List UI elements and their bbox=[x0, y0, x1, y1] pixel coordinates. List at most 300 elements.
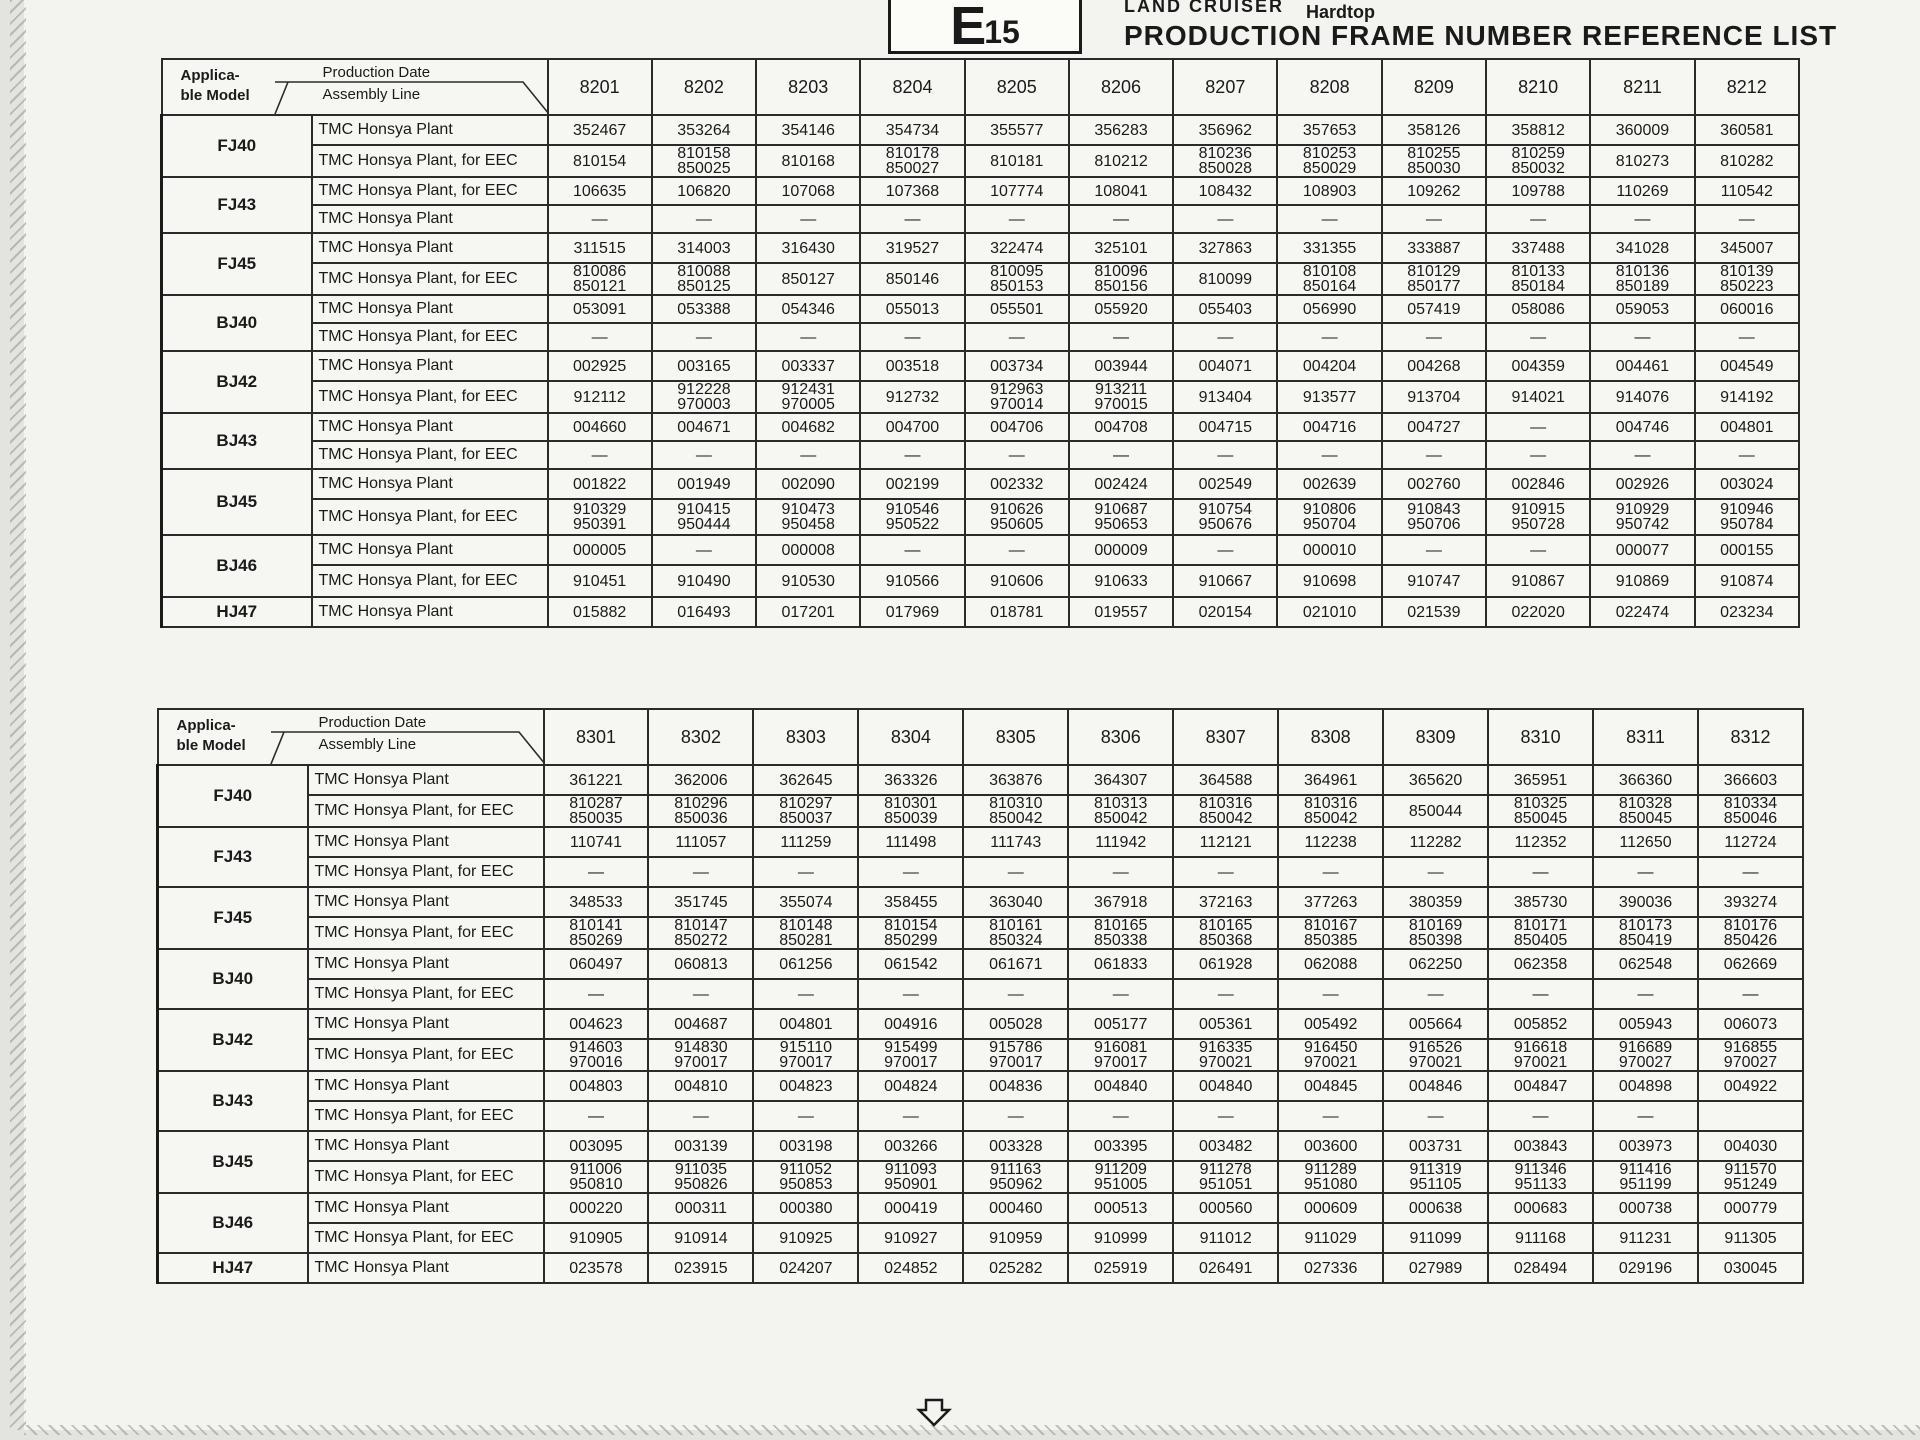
frame-number-cell: 002424 bbox=[1069, 469, 1173, 499]
frame-number-cell: 004836 bbox=[963, 1071, 1068, 1101]
frame-number-cell: 025282 bbox=[963, 1253, 1068, 1283]
month-header: 8211 bbox=[1590, 59, 1694, 115]
frame-number-cell: 003973 bbox=[1593, 1131, 1698, 1161]
model-cell: FJ43 bbox=[162, 177, 312, 233]
header-row bbox=[158, 709, 1804, 765]
frame-number-cell: 003165 bbox=[652, 351, 756, 381]
frame-number-cell: — bbox=[860, 535, 964, 565]
frame-number-cell: 003944 bbox=[1069, 351, 1173, 381]
frame-number-cell: 111942 bbox=[1068, 827, 1173, 857]
frame-number-cell: — bbox=[860, 205, 964, 233]
table-row bbox=[162, 351, 1800, 381]
assembly-line-cell: TMC Honsya Plant, for EEC bbox=[312, 565, 548, 597]
frame-number-cell: — bbox=[1698, 979, 1803, 1009]
frame-number-cell: 004801 bbox=[1695, 413, 1799, 441]
frame-number-cell: 361221 bbox=[544, 765, 649, 795]
table-row bbox=[162, 597, 1800, 627]
model-cell: BJ46 bbox=[162, 535, 312, 597]
frame-number-cell: 059053 bbox=[1590, 295, 1694, 323]
frame-number-cell: 364588 bbox=[1173, 765, 1278, 795]
model-cell: BJ43 bbox=[162, 413, 312, 469]
frame-number-cell: — bbox=[963, 857, 1068, 887]
frame-number-cell: 355074 bbox=[753, 887, 858, 917]
assembly-line-cell: TMC Honsya Plant bbox=[312, 351, 548, 381]
frame-number-cell: 005664 bbox=[1383, 1009, 1488, 1039]
frame-number-cell: 005028 bbox=[963, 1009, 1068, 1039]
frame-number-cell: 367918 bbox=[1068, 887, 1173, 917]
frame-number-cell: 003600 bbox=[1278, 1131, 1383, 1161]
frame-number-cell: — bbox=[1278, 857, 1383, 887]
frame-number-cell: — bbox=[1278, 979, 1383, 1009]
frame-number-cell: 810154 bbox=[548, 145, 652, 177]
frame-number-cell: 911305 bbox=[1698, 1223, 1803, 1253]
applicable-model-label-2: ble Model bbox=[180, 87, 250, 104]
frame-number-cell: 061256 bbox=[753, 949, 858, 979]
corner-header bbox=[162, 59, 548, 115]
frame-number-cell: 916335 970021 bbox=[1173, 1039, 1278, 1071]
frame-number-cell: 000311 bbox=[648, 1193, 753, 1223]
frame-number-cell: 358126 bbox=[1382, 115, 1486, 145]
frame-number-cell: 385730 bbox=[1488, 887, 1593, 917]
month-header: 8208 bbox=[1277, 59, 1381, 115]
frame-number-cell: 915786 970017 bbox=[963, 1039, 1068, 1071]
frame-number-cell: 019557 bbox=[1069, 597, 1173, 627]
frame-number-cell: 345007 bbox=[1695, 233, 1799, 263]
frame-number-cell: 000008 bbox=[756, 535, 860, 565]
frame-number-cell: 002639 bbox=[1277, 469, 1381, 499]
frame-number-cell: 916526 970021 bbox=[1383, 1039, 1488, 1071]
frame-number-cell: 910606 bbox=[965, 565, 1069, 597]
frame-number-cell: 316430 bbox=[756, 233, 860, 263]
month-header: 8205 bbox=[965, 59, 1069, 115]
table-row bbox=[158, 1071, 1804, 1101]
frame-number-cell: 018781 bbox=[965, 597, 1069, 627]
frame-number-cell: 062358 bbox=[1488, 949, 1593, 979]
frame-number-cell: 910925 bbox=[753, 1223, 858, 1253]
assembly-line-cell: TMC Honsya Plant bbox=[312, 535, 548, 565]
frame-number-cell: 910874 bbox=[1695, 565, 1799, 597]
assembly-line-cell: TMC Honsya Plant bbox=[312, 413, 548, 441]
month-header: 8304 bbox=[858, 709, 963, 765]
frame-number-cell: 810316 850042 bbox=[1173, 795, 1278, 827]
frame-number-cell: 810287 850035 bbox=[544, 795, 649, 827]
frame-number-cell: 325101 bbox=[1069, 233, 1173, 263]
frame-number-cell: 319527 bbox=[860, 233, 964, 263]
frame-number-cell: 000419 bbox=[858, 1193, 963, 1223]
frame-number-cell: 911570 951249 bbox=[1698, 1161, 1803, 1193]
frame-number-cell: 913404 bbox=[1173, 381, 1277, 413]
frame-number-cell: 810297 850037 bbox=[753, 795, 858, 827]
assembly-line-cell: TMC Honsya Plant bbox=[312, 115, 548, 145]
month-header: 8309 bbox=[1383, 709, 1488, 765]
frame-number-cell: — bbox=[965, 205, 1069, 233]
assembly-line-cell: TMC Honsya Plant, for EEC bbox=[312, 441, 548, 469]
frame-number-cell: 910927 bbox=[858, 1223, 963, 1253]
frame-number-cell: 810301 850039 bbox=[858, 795, 963, 827]
frame-number-cell: — bbox=[1173, 441, 1277, 469]
frame-number-cell: 810129 850177 bbox=[1382, 263, 1486, 295]
frame-number-cell: — bbox=[1068, 1101, 1173, 1131]
frame-number-cell: — bbox=[1173, 1101, 1278, 1131]
frame-number-cell: 015882 bbox=[548, 597, 652, 627]
frame-number-cell: 916450 970021 bbox=[1278, 1039, 1383, 1071]
frame-number-cell: 021010 bbox=[1277, 597, 1381, 627]
model-cell: BJ40 bbox=[162, 295, 312, 351]
frame-number-cell: 000155 bbox=[1695, 535, 1799, 565]
frame-number-cell: 111259 bbox=[753, 827, 858, 857]
frame-number-cell: 020154 bbox=[1173, 597, 1277, 627]
frame-number-cell: — bbox=[1590, 441, 1694, 469]
frame-number-cell: 004727 bbox=[1382, 413, 1486, 441]
frame-number-cell: 108903 bbox=[1277, 177, 1381, 205]
frame-number-cell: 810273 bbox=[1590, 145, 1694, 177]
frame-number-cell: 810181 bbox=[965, 145, 1069, 177]
frame-number-cell: 004700 bbox=[860, 413, 964, 441]
frame-number-cell: — bbox=[1486, 441, 1590, 469]
frame-number-cell: 910626 950605 bbox=[965, 499, 1069, 535]
frame-number-cell: 393274 bbox=[1698, 887, 1803, 917]
month-header: 8307 bbox=[1173, 709, 1278, 765]
frame-number-cell: 357653 bbox=[1277, 115, 1381, 145]
frame-number-cell: — bbox=[1068, 857, 1173, 887]
frame-number-cell: — bbox=[1486, 413, 1590, 441]
frame-number-cell: 000009 bbox=[1069, 535, 1173, 565]
frame-number-cell: 911231 bbox=[1593, 1223, 1698, 1253]
assembly-line-cell: TMC Honsya Plant, for EEC bbox=[308, 1101, 544, 1131]
frame-number-cell: 911093 950901 bbox=[858, 1161, 963, 1193]
frame-number-cell: 005177 bbox=[1068, 1009, 1173, 1039]
frame-number-cell: 911416 951199 bbox=[1593, 1161, 1698, 1193]
frame-number-cell: 002199 bbox=[860, 469, 964, 499]
frame-number-cell: 107068 bbox=[756, 177, 860, 205]
frame-number-cell: 380359 bbox=[1383, 887, 1488, 917]
frame-number-cell: 810236 850028 bbox=[1173, 145, 1277, 177]
table-row bbox=[162, 233, 1800, 263]
frame-number-cell: 023915 bbox=[648, 1253, 753, 1283]
frame-number-cell: 911029 bbox=[1278, 1223, 1383, 1253]
frame-number-cell: 060497 bbox=[544, 949, 649, 979]
table-row bbox=[158, 1101, 1804, 1131]
frame-number-cell: 810316 850042 bbox=[1278, 795, 1383, 827]
frame-number-cell: 913577 bbox=[1277, 381, 1381, 413]
frame-number-cell: 910869 bbox=[1590, 565, 1694, 597]
frame-number-cell: — bbox=[860, 323, 964, 351]
frame-number-cell: 911163 950962 bbox=[963, 1161, 1068, 1193]
frame-number-cell: 053091 bbox=[548, 295, 652, 323]
frame-number-cell: 355577 bbox=[965, 115, 1069, 145]
frame-number-cell: 914830 970017 bbox=[648, 1039, 753, 1071]
assembly-line-cell: TMC Honsya Plant bbox=[308, 827, 544, 857]
frame-number-cell: 352467 bbox=[548, 115, 652, 145]
frame-number-cell: 003518 bbox=[860, 351, 964, 381]
frame-number-cell: — bbox=[544, 1101, 649, 1131]
month-header: 8311 bbox=[1593, 709, 1698, 765]
table-row bbox=[158, 765, 1804, 795]
frame-number-cell: 000779 bbox=[1698, 1193, 1803, 1223]
frame-number-cell: — bbox=[1695, 205, 1799, 233]
frame-number-cell: 810178 850027 bbox=[860, 145, 964, 177]
frame-number-cell: 810310 850042 bbox=[963, 795, 1068, 827]
frame-number-cell: 003395 bbox=[1068, 1131, 1173, 1161]
assembly-line-cell: TMC Honsya Plant bbox=[308, 1071, 544, 1101]
frame-number-cell: 001949 bbox=[652, 469, 756, 499]
assembly-line-cell: TMC Honsya Plant bbox=[308, 1009, 544, 1039]
frame-number-cell: 112238 bbox=[1278, 827, 1383, 857]
frame-number-cell: 916855 970027 bbox=[1698, 1039, 1803, 1071]
frame-number-cell: 004715 bbox=[1173, 413, 1277, 441]
frame-number-cell: 360009 bbox=[1590, 115, 1694, 145]
frame-number-cell: 004716 bbox=[1277, 413, 1381, 441]
assembly-line-cell: TMC Honsya Plant, for EEC bbox=[312, 177, 548, 205]
frame-number-cell: 911278 951051 bbox=[1173, 1161, 1278, 1193]
frame-number-cell: 111057 bbox=[648, 827, 753, 857]
frame-number-cell: 109262 bbox=[1382, 177, 1486, 205]
frame-number-cell: 910451 bbox=[548, 565, 652, 597]
frame-number-cell: — bbox=[1488, 979, 1593, 1009]
frame-number-cell: 030045 bbox=[1698, 1253, 1803, 1283]
frame-number-cell: 356283 bbox=[1069, 115, 1173, 145]
assembly-line-cell: TMC Honsya Plant bbox=[312, 597, 548, 627]
frame-number-cell: 061928 bbox=[1173, 949, 1278, 979]
frame-number-cell: 004846 bbox=[1383, 1071, 1488, 1101]
frame-number-cell: 109788 bbox=[1486, 177, 1590, 205]
frame-number-cell: 364961 bbox=[1278, 765, 1383, 795]
table-row bbox=[162, 323, 1800, 351]
applicable-model-label bbox=[177, 716, 246, 756]
frame-number-cell: 910806 950704 bbox=[1277, 499, 1381, 535]
assembly-line-cell: TMC Honsya Plant bbox=[312, 205, 548, 233]
frame-number-cell: — bbox=[548, 323, 652, 351]
frame-number-cell: 061671 bbox=[963, 949, 1068, 979]
frame-number-cell: 366603 bbox=[1698, 765, 1803, 795]
frame-number-cell: 810147 850272 bbox=[648, 917, 753, 949]
frame-number-cell: 810167 850385 bbox=[1278, 917, 1383, 949]
frame-number-cell: 001822 bbox=[548, 469, 652, 499]
month-header: 8305 bbox=[963, 709, 1068, 765]
frame-number-cell: 810154 850299 bbox=[858, 917, 963, 949]
frame-number-cell: — bbox=[652, 441, 756, 469]
frame-number-cell: 911006 950810 bbox=[544, 1161, 649, 1193]
assembly-line-cell: TMC Honsya Plant, for EEC bbox=[312, 145, 548, 177]
frame-number-cell: 363040 bbox=[963, 887, 1068, 917]
applicable-model-label-1: Applica- bbox=[180, 67, 240, 84]
frame-number-cell: 810139 850223 bbox=[1695, 263, 1799, 295]
frame-number-cell: 002926 bbox=[1590, 469, 1694, 499]
frame-number-cell: 354734 bbox=[860, 115, 964, 145]
month-header: 8209 bbox=[1382, 59, 1486, 115]
month-header: 8210 bbox=[1486, 59, 1590, 115]
model-cell: FJ45 bbox=[158, 887, 308, 949]
frame-number-cell: 060813 bbox=[648, 949, 753, 979]
frame-number-cell: 004071 bbox=[1173, 351, 1277, 381]
production-date-label: Production Date bbox=[318, 714, 427, 731]
table-row bbox=[158, 795, 1804, 827]
frame-number-cell: 810099 bbox=[1173, 263, 1277, 295]
model-cell: FJ40 bbox=[162, 115, 312, 177]
frame-number-cell: 910843 950706 bbox=[1382, 499, 1486, 535]
section-code-box bbox=[888, 0, 1082, 54]
assembly-line-cell: TMC Honsya Plant, for EEC bbox=[308, 1223, 544, 1253]
frame-number-cell: 810169 850398 bbox=[1383, 917, 1488, 949]
frame-number-cell: 000683 bbox=[1488, 1193, 1593, 1223]
month-header: 8302 bbox=[648, 709, 753, 765]
month-header: 8203 bbox=[756, 59, 860, 115]
table-row bbox=[158, 1193, 1804, 1223]
frame-number-cell: — bbox=[1173, 205, 1277, 233]
frame-number-cell: 850146 bbox=[860, 263, 964, 295]
frame-number-cell: — bbox=[753, 857, 858, 887]
page-header bbox=[0, 0, 1920, 60]
frame-number-cell: 810176 850426 bbox=[1698, 917, 1803, 949]
frame-number-cell: 027989 bbox=[1383, 1253, 1488, 1283]
frame-number-cell: 810086 850121 bbox=[548, 263, 652, 295]
frame-number-cell: — bbox=[548, 205, 652, 233]
frame-number-cell: 057419 bbox=[1382, 295, 1486, 323]
frame-number-cell: 915499 970017 bbox=[858, 1039, 963, 1071]
frame-number-cell: 003337 bbox=[756, 351, 860, 381]
frame-number-cell: — bbox=[1069, 323, 1173, 351]
table-row bbox=[158, 857, 1804, 887]
frame-number-cell: 910415 950444 bbox=[652, 499, 756, 535]
frame-number-cell: 810136 850189 bbox=[1590, 263, 1694, 295]
frame-number-cell: 111743 bbox=[963, 827, 1068, 857]
frame-number-cell: 910905 bbox=[544, 1223, 649, 1253]
frame-number-cell: 112352 bbox=[1488, 827, 1593, 857]
table-row bbox=[162, 115, 1800, 145]
assembly-line-cell: TMC Honsya Plant, for EEC bbox=[308, 795, 544, 827]
frame-number-cell: 910999 bbox=[1068, 1223, 1173, 1253]
variant-name: Hardtop bbox=[1306, 2, 1375, 22]
frame-number-cell: 004803 bbox=[544, 1071, 649, 1101]
frame-number-cell: 025919 bbox=[1068, 1253, 1173, 1283]
frame-number-cell: 017201 bbox=[756, 597, 860, 627]
frame-number-cell: 911346 951133 bbox=[1488, 1161, 1593, 1193]
table-row bbox=[162, 535, 1800, 565]
frame-number-cell: 003734 bbox=[965, 351, 1069, 381]
frame-number-cell: — bbox=[1068, 979, 1173, 1009]
frame-number-cell: 000220 bbox=[544, 1193, 649, 1223]
frame-number-cell: 055013 bbox=[860, 295, 964, 323]
assembly-line-cell: TMC Honsya Plant bbox=[308, 949, 544, 979]
table-row bbox=[158, 1009, 1804, 1039]
frame-number-cell: 850127 bbox=[756, 263, 860, 295]
frame-number-cell: 002846 bbox=[1486, 469, 1590, 499]
frame-number-cell: 913704 bbox=[1382, 381, 1486, 413]
frame-number-cell: 004810 bbox=[648, 1071, 753, 1101]
frame-number-cell: 910667 bbox=[1173, 565, 1277, 597]
table-row bbox=[158, 917, 1804, 949]
model-cell: BJ40 bbox=[158, 949, 308, 1009]
table-row bbox=[158, 1131, 1804, 1161]
frame-number-cell: 026491 bbox=[1173, 1253, 1278, 1283]
month-header: 8303 bbox=[753, 709, 858, 765]
frame-number-cell: 810259 850032 bbox=[1486, 145, 1590, 177]
frame-number-cell: — bbox=[1486, 205, 1590, 233]
table-row bbox=[162, 263, 1800, 295]
frame-number-cell: 005361 bbox=[1173, 1009, 1278, 1039]
table-row bbox=[158, 1253, 1804, 1283]
frame-number-cell: 004359 bbox=[1486, 351, 1590, 381]
frame-number-cell: — bbox=[965, 441, 1069, 469]
frame-number-cell: 353264 bbox=[652, 115, 756, 145]
frame-number-cell: 000010 bbox=[1277, 535, 1381, 565]
assembly-line-cell: TMC Honsya Plant bbox=[312, 469, 548, 499]
frame-number-cell: 002090 bbox=[756, 469, 860, 499]
frame-number-cell: — bbox=[753, 1101, 858, 1131]
frame-number-cell: 061833 bbox=[1068, 949, 1173, 979]
frame-number-cell: 108432 bbox=[1173, 177, 1277, 205]
frame-number-cell: 363876 bbox=[963, 765, 1068, 795]
frame-number-cell: 002925 bbox=[548, 351, 652, 381]
model-cell: FJ40 bbox=[158, 765, 308, 827]
frame-number-cell: 912228 970003 bbox=[652, 381, 756, 413]
frame-number-cell: 362006 bbox=[648, 765, 753, 795]
frame-number-cell: 810173 850419 bbox=[1593, 917, 1698, 949]
frame-number-cell: 910473 950458 bbox=[756, 499, 860, 535]
frame-number-cell: 810161 850324 bbox=[963, 917, 1068, 949]
frame-number-cell: 062548 bbox=[1593, 949, 1698, 979]
frame-number-cell: 000380 bbox=[753, 1193, 858, 1223]
frame-number-cell: — bbox=[544, 857, 649, 887]
assembly-line-cell: TMC Honsya Plant bbox=[312, 295, 548, 323]
frame-number-cell: 004549 bbox=[1695, 351, 1799, 381]
assembly-line-cell: TMC Honsya Plant bbox=[308, 765, 544, 795]
assembly-line-label: Assembly Line bbox=[318, 736, 417, 753]
month-header: 8306 bbox=[1068, 709, 1173, 765]
frame-number-cell: — bbox=[965, 323, 1069, 351]
frame-number-cell: 810133 850184 bbox=[1486, 263, 1590, 295]
frame-number-cell: 372163 bbox=[1173, 887, 1278, 917]
frame-number-cell: — bbox=[860, 441, 964, 469]
frame-number-cell: 000738 bbox=[1593, 1193, 1698, 1223]
frame-number-cell: 004623 bbox=[544, 1009, 649, 1039]
frame-number-cell: 810141 850269 bbox=[544, 917, 649, 949]
month-header: 8204 bbox=[860, 59, 964, 115]
frame-number-cell: 004030 bbox=[1698, 1131, 1803, 1161]
frame-number-cell: 024207 bbox=[753, 1253, 858, 1283]
month-header: 8201 bbox=[548, 59, 652, 115]
assembly-line-cell: TMC Honsya Plant bbox=[308, 1253, 544, 1283]
table-row bbox=[158, 949, 1804, 979]
frame-number-cell: 054346 bbox=[756, 295, 860, 323]
frame-number-cell: 911012 bbox=[1173, 1223, 1278, 1253]
frame-number-cell: 810255 850030 bbox=[1382, 145, 1486, 177]
frame-number-cell: 914192 bbox=[1695, 381, 1799, 413]
frame-number-cell: 003843 bbox=[1488, 1131, 1593, 1161]
frame-number-cell: — bbox=[1486, 323, 1590, 351]
frame-number-cell: 311515 bbox=[548, 233, 652, 263]
frame-number-cell: 341028 bbox=[1590, 233, 1694, 263]
frame-number-cell: — bbox=[756, 323, 860, 351]
frame-number-cell: 111498 bbox=[858, 827, 963, 857]
frame-number-cell: 003731 bbox=[1383, 1131, 1488, 1161]
frame-number-cell: 005852 bbox=[1488, 1009, 1593, 1039]
frame-number-cell: 810313 850042 bbox=[1068, 795, 1173, 827]
frame-number-cell: 910946 950784 bbox=[1695, 499, 1799, 535]
frame-number-cell: — bbox=[858, 1101, 963, 1131]
frame-number-cell: 003482 bbox=[1173, 1131, 1278, 1161]
frame-number-cell: 000513 bbox=[1068, 1193, 1173, 1223]
frame-number-cell: — bbox=[756, 441, 860, 469]
table-row bbox=[158, 979, 1804, 1009]
frame-number-cell: 810328 850045 bbox=[1593, 795, 1698, 827]
frame-number-cell: 021539 bbox=[1382, 597, 1486, 627]
frame-number-cell: 810325 850045 bbox=[1488, 795, 1593, 827]
frame-number-cell: — bbox=[963, 1101, 1068, 1131]
frame-number-cell: 003095 bbox=[544, 1131, 649, 1161]
frame-number-cell: 360581 bbox=[1695, 115, 1799, 145]
frame-number-cell: 911035 950826 bbox=[648, 1161, 753, 1193]
